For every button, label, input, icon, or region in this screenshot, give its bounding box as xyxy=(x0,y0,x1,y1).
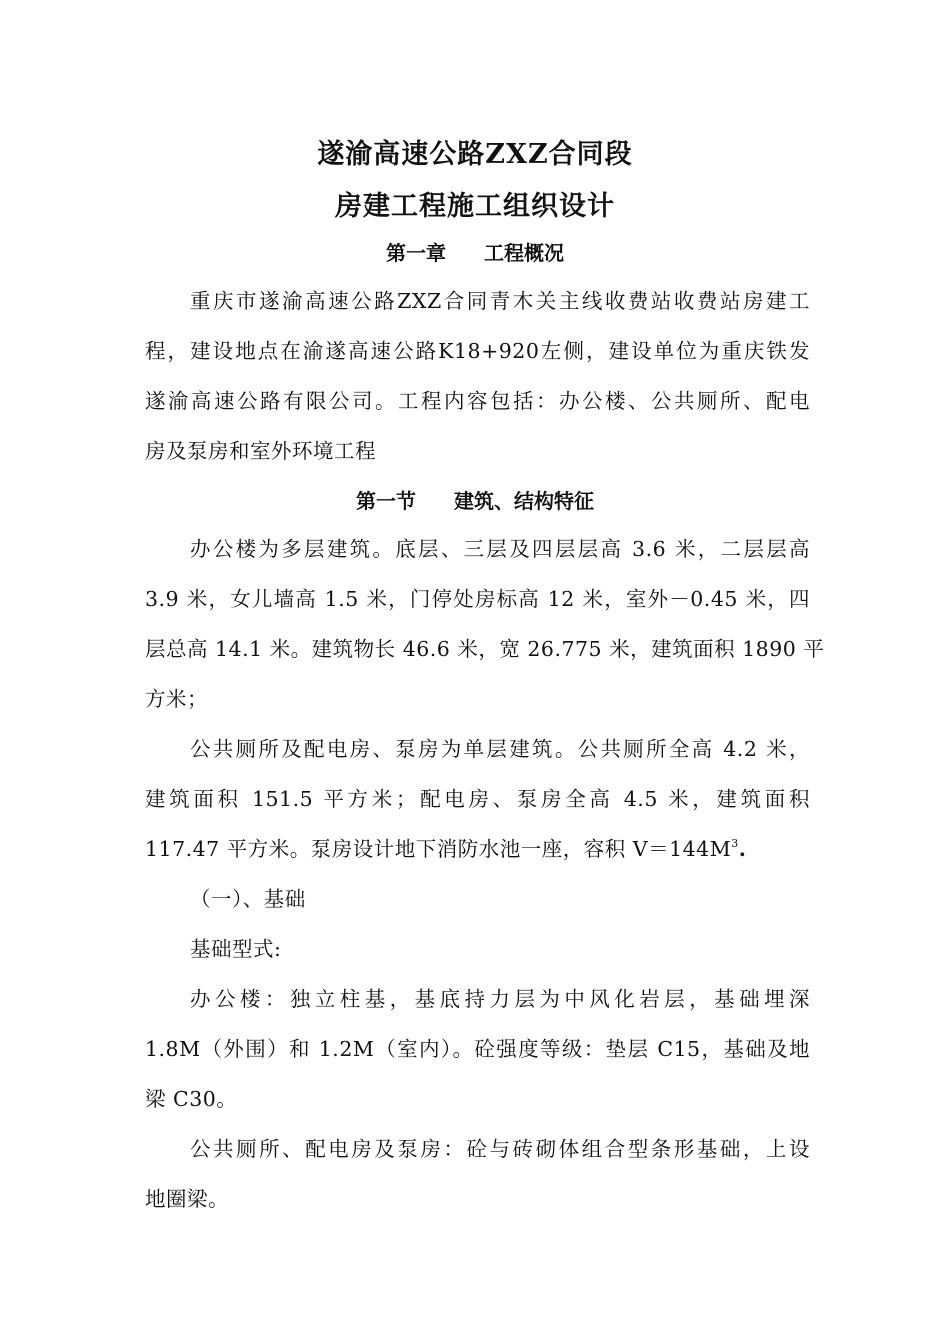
paragraph-line: 建筑面积 151.5 平方米；配电房、泵房全高 4.5 米，建筑面积 xyxy=(145,787,810,811)
superscript-3: 3 xyxy=(731,837,739,850)
paragraph-line: 梁 C30。 xyxy=(145,1087,238,1111)
paragraph-line: 3.9 米，女儿墙高 1.5 米，门停处房标高 12 米，室外－0.45 米，四 xyxy=(145,587,810,611)
chapter-heading xyxy=(0,237,950,266)
volume-text: 117.47 平方米。泵房设计地下消防水池一座，容积 V＝144M xyxy=(145,837,732,861)
sub-heading: （一）、基础 xyxy=(190,887,306,911)
foundation-section xyxy=(145,874,810,974)
paragraph-overview xyxy=(145,276,810,476)
paragraph-line: 程，建设地点在渝遂高速公路K18+920左侧，建设单位为重庆铁发 xyxy=(145,339,810,363)
paragraph-line: 重庆市遂渝高速公路ZXZ合同青木关主线收费站收费站房建工 xyxy=(190,289,810,313)
paragraph-line: 公共厕所及配电房、泵房为单层建筑。公共厕所全高 4.2 米， xyxy=(190,737,810,761)
period-mark: . xyxy=(738,837,747,861)
document-title-line-2: 房建工程施工组织设计 xyxy=(335,191,615,222)
chapter-number: 第一章 xyxy=(386,241,446,265)
paragraph-line: 房及泵房和室外环境工程 xyxy=(145,439,376,463)
foundation-type-label: 基础型式: xyxy=(190,937,282,961)
paragraph-office-foundation xyxy=(145,974,810,1124)
paragraph-toilet-pump-house xyxy=(145,724,810,874)
paragraph-line: 办公楼为多层建筑。底层、三层及四层层高 3.6 米，二层层高 xyxy=(190,537,810,561)
paragraph-line: 公共厕所、配电房及泵房：砼与砖砌体组合型条形基础，上设 xyxy=(190,1137,810,1161)
paragraph-line: 地圈梁。 xyxy=(145,1187,229,1211)
paragraph-line xyxy=(145,824,810,874)
section-number: 第一节 xyxy=(356,489,416,513)
section-title: 建筑、结构特征 xyxy=(454,489,594,513)
paragraph-line: 办公楼：独立柱基，基底持力层为中风化岩层，基础埋深 xyxy=(190,987,810,1011)
paragraph-office-building xyxy=(145,524,825,724)
paragraph-line: 1.8M（外围）和 1.2M（室内）。砼强度等级：垫层 C15，基础及地 xyxy=(145,1037,810,1061)
document-title-line-1: 遂渝高速公路ZXZ合同段 xyxy=(317,139,633,170)
paragraph-line: 遂渝高速公路有限公司。工程内容包括：办公楼、公共厕所、配电 xyxy=(145,389,810,413)
paragraph-line: 方米； xyxy=(145,687,208,711)
paragraph-other-foundation xyxy=(145,1124,810,1224)
chapter-title: 工程概况 xyxy=(484,241,564,265)
section-heading xyxy=(0,485,950,514)
paragraph-line: 层总高 14.1 米。建筑物长 46.6 米，宽 26.775 米，建筑面积 1890 平 xyxy=(145,637,825,661)
